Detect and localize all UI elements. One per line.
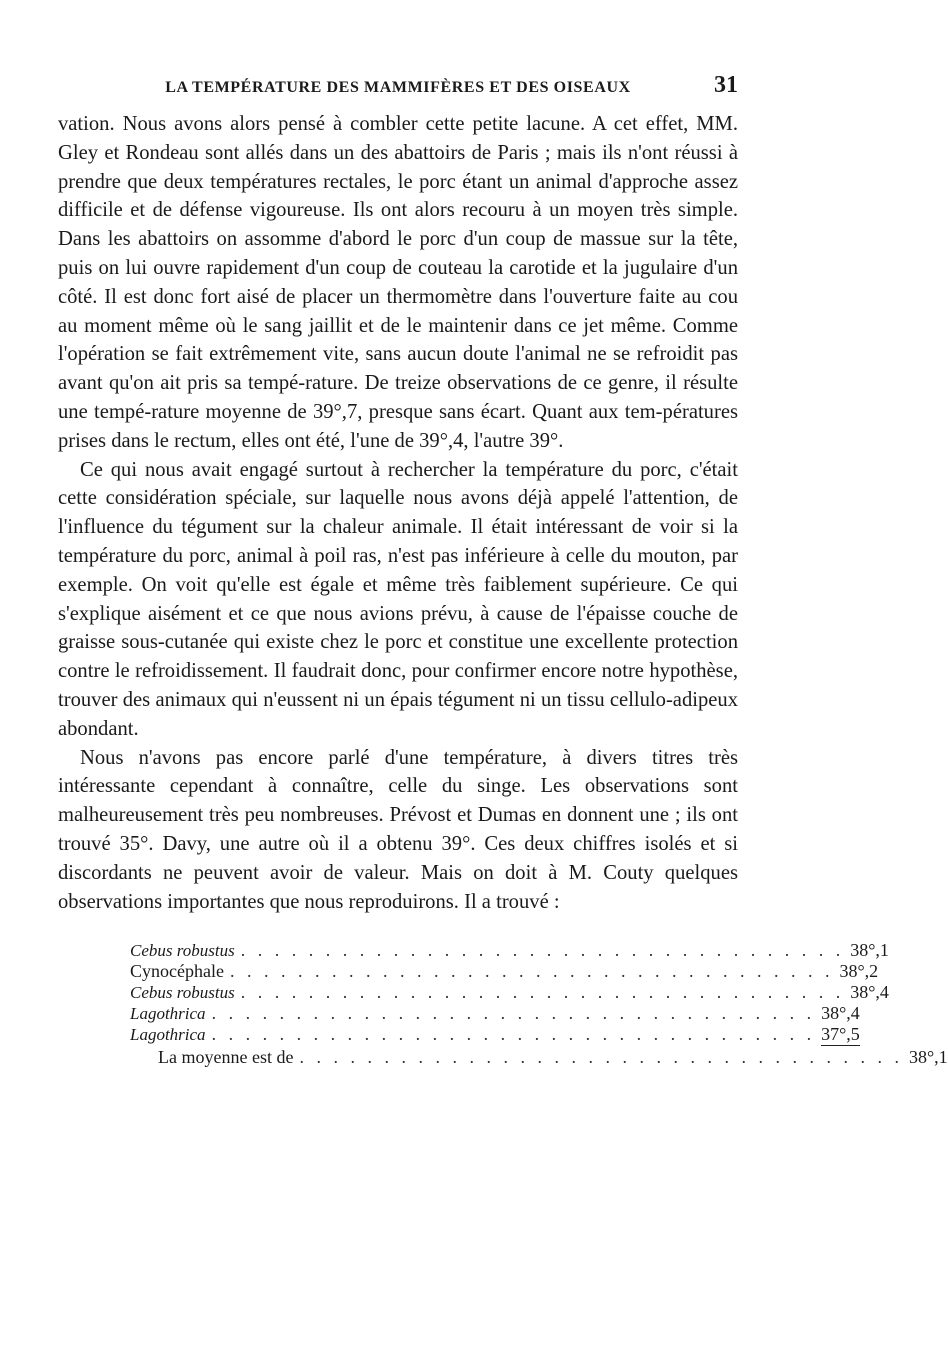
table-row: [130, 1024, 860, 1045]
table-row: [130, 961, 879, 982]
species-name: Cebus robustus: [130, 941, 235, 961]
average-row: [130, 1047, 948, 1068]
temperature-value: 38°,4: [821, 1003, 860, 1024]
average-value: 38°,1: [908, 1047, 948, 1068]
running-title: LA TEMPÉRATURE DES MAMMIFÈRES ET DES OISEAUX: [165, 79, 631, 96]
species-name: Lagothrica: [130, 1004, 206, 1024]
body-text: [58, 110, 738, 916]
dot-leader: . . . . . . . . . . . . . . . . . . . . . . . . . . . . . . . . . . . .: [211, 1003, 816, 1024]
species-name: Cebus robustus: [130, 983, 235, 1003]
book-page: [58, 72, 948, 1068]
temperature-table: [130, 940, 948, 1068]
temperature-value: 38°,4: [850, 982, 889, 1003]
paragraph-3: Nous n'avons pas encore parlé d'une température, à divers titres très intéressante cependant à connaître, celle du singe. Les observations sont malheureusement très peu nombreuses. Prévost et Dumas en donnent une ; ils ont trouvé 35°. Davy, une autre où il a obtenu 39°. Ces deux chiffres isolés et si discordants ne peuvent avoir de valeur. Mais on doit à M. Couty quelques observations importantes que nous reproduirons. Il a trouvé :: [58, 746, 738, 913]
paragraph-2: Ce qui nous avait engagé surtout à rechercher la température du porc, c'était cette considération spéciale, sur laquelle nous avons déjà appelé l'attention, de l'influence du tégument sur la chaleur animale. Il était intéressant de voir si la température du porc, animal à poil ras, n'est pas inférieure à celle du mouton, par exemple. On voit qu'elle est égale et même très faiblement supérieure. Ce qui s'explique aisément et ce que nous avions prévu, à cause de l'épaisse couche de graisse sous-cutanée qui existe chez le porc et constitue une excellente protection contre le refroidissement. Il faudrait donc, pour confirmer encore notre hypothèse, trouver des animaux qui n'eussent ni un épais tégument ni un tissu cellulo-adipeux abondant.: [58, 458, 738, 740]
dot-leader: . . . . . . . . . . . . . . . . . . . . . . . . . . . . . . . . . . . .: [299, 1047, 903, 1068]
temperature-value: 37°,5: [821, 1024, 860, 1045]
table-row: [130, 982, 889, 1003]
dot-leader: . . . . . . . . . . . . . . . . . . . . . . . . . . . . . . . . . . . .: [240, 982, 845, 1003]
dot-leader: . . . . . . . . . . . . . . . . . . . . . . . . . . . . . . . . . . . .: [240, 940, 845, 961]
temperature-value: 38°,2: [839, 961, 879, 982]
species-name: Lagothrica: [130, 1025, 206, 1045]
average-label: La moyenne est de: [158, 1047, 294, 1068]
temperature-value: 38°,1: [850, 940, 889, 961]
species-name: Cynocéphale: [130, 961, 224, 982]
table-row: [130, 940, 889, 961]
dot-leader: . . . . . . . . . . . . . . . . . . . . . . . . . . . . . . . . . . . .: [211, 1024, 816, 1045]
paragraph-1: vation. Nous avons alors pensé à combler cette petite lacune. A cet effet, MM. Gley et Rondeau sont allés dans un des abattoirs de Paris ; mais ils n'ont réussi à prendre que deux températures rectales, le porc étant un animal d'approche assez difficile et de défense vigoureuse. Ils ont alors recouru à un moyen très simple. Dans les abattoirs on assomme d'abord le porc d'un coup de massue sur la tête, puis on lui ouvre rapidement d'un coup de couteau la carotide et la jugulaire d'un côté. Il est donc fort aisé de placer un thermomètre dans l'ouverture faite au cou au moment même où le sang jaillit et de le maintenir dans ce jet même. Comme l'opération se fait extrêmement vite, sans aucun doute l'animal ne se refroidit pas avant qu'on ait pris sa tempé-rature. De treize observations de ce genre, il résulte une tempé-rature moyenne de 39°,7, presque sans écart. Quant aux tem-pératures prises dans le rectum, elles ont été, l'une de 39°,4, l'autre 39°.: [58, 113, 738, 452]
dot-leader: . . . . . . . . . . . . . . . . . . . . . . . . . . . . . . . . . . . .: [229, 961, 834, 982]
running-header: [58, 72, 738, 104]
table-row: [130, 1003, 860, 1024]
page-number: 31: [714, 72, 738, 98]
